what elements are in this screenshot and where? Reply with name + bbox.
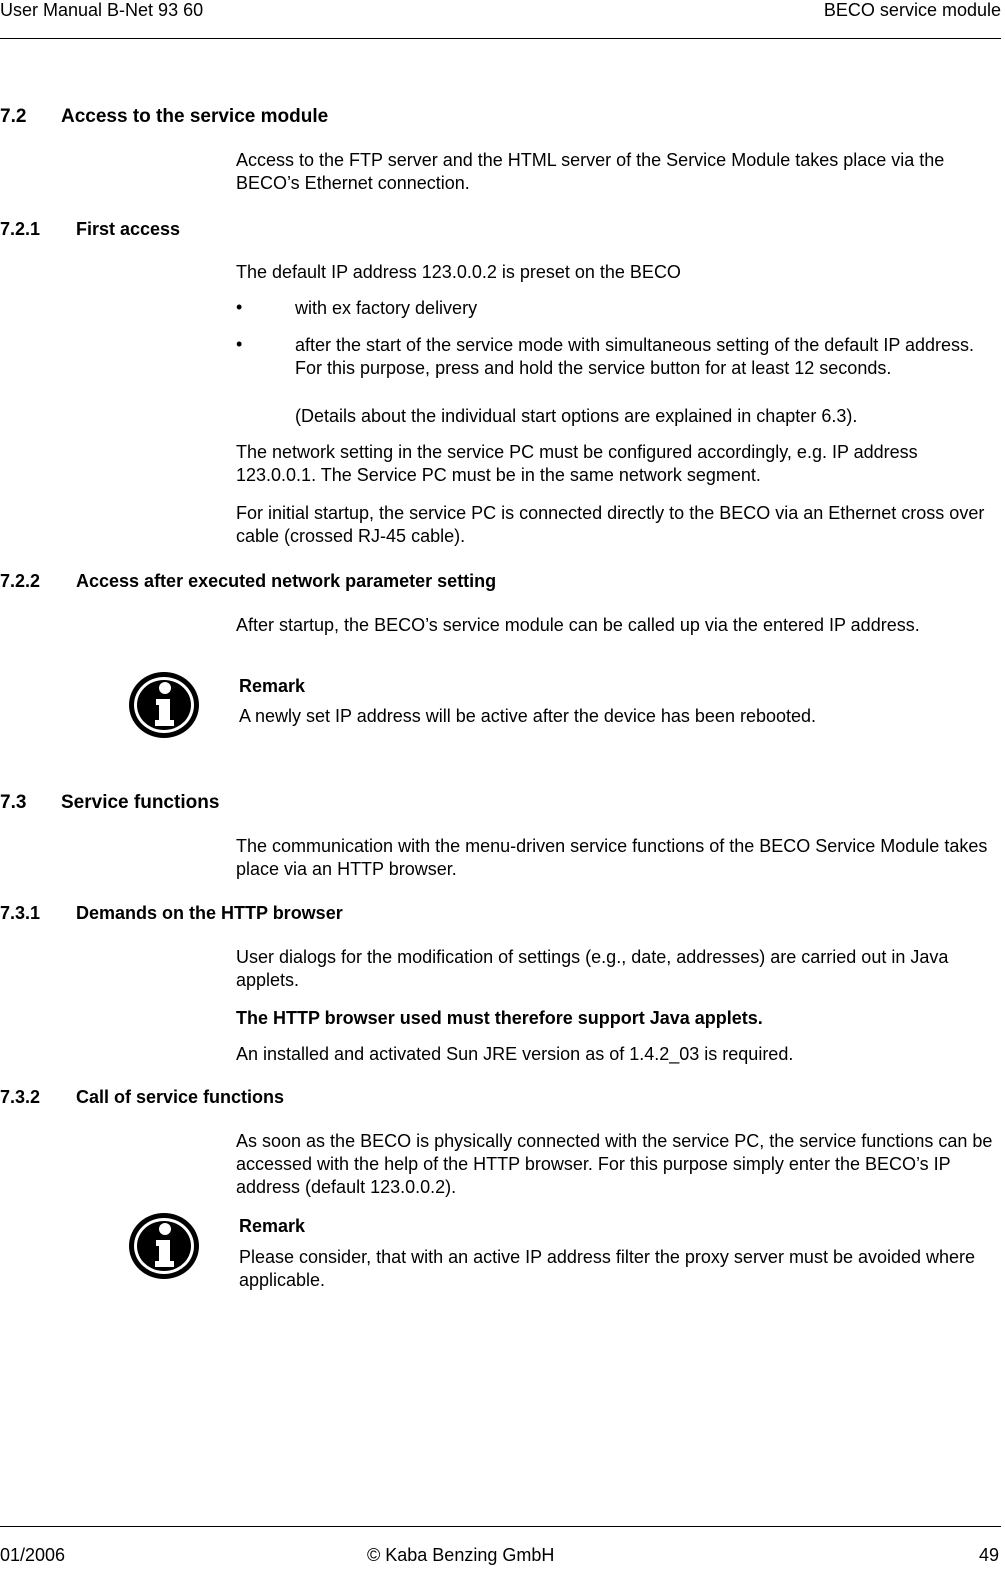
paragraph: Access to the FTP server and the HTML server of the Service Module takes place via the BECO’s Ethernet connection. xyxy=(236,150,945,193)
subsection-title: Call of service functions xyxy=(76,1087,285,1107)
subsection-title: Access after executed network parameter setting xyxy=(76,571,497,591)
paragraph: For initial startup, the service PC is connected directly to the BECO via an Ethernet cross over cable (crossed RJ-45 cable). xyxy=(236,503,985,546)
bullet-detail: (Details about the individual start options are explained in chapter 6.3). xyxy=(295,406,858,426)
section-title: Service functions xyxy=(61,792,220,813)
info-icon xyxy=(128,1212,200,1280)
remark-title: Remark xyxy=(239,1216,306,1236)
section-title: Access to the service module xyxy=(61,106,329,127)
bullet-text: after the start of the service mode with simultaneous setting of the default IP address. For this purpose, press and hold the service button for at least 12 seconds. xyxy=(295,335,975,378)
section-number: 7.2 xyxy=(0,106,27,127)
remark-title: Remark xyxy=(239,676,306,696)
subsection-number: 7.2.1 xyxy=(0,219,41,239)
info-icon xyxy=(128,671,200,739)
bullet-text: with ex factory delivery xyxy=(295,298,478,318)
bullet-marker: • xyxy=(236,334,243,354)
paragraph: As soon as the BECO is physically connected with the service PC, the service functions can be accessed with the help of the HTTP browser. For this purpose simply enter the BECO’s IP address (default 123.0.0.2). xyxy=(236,1131,993,1197)
paragraph-emphasis: The HTTP browser used must therefore support Java applets. xyxy=(236,1008,763,1028)
footer-copyright: © Kaba Benzing GmbH xyxy=(367,1545,555,1565)
page-number: 49 xyxy=(978,1545,999,1565)
paragraph: The network setting in the service PC must be configured accordingly, e.g. IP address 123.0.0.1. The Service PC must be in the same network segment. xyxy=(236,442,918,485)
bullet-marker: • xyxy=(236,297,243,317)
footer-date: 01/2006 xyxy=(0,1545,66,1565)
subsection-number: 7.3.2 xyxy=(0,1087,41,1107)
header-right: BECO service module xyxy=(823,0,1001,20)
paragraph: User dialogs for the modification of settings (e.g., date, addresses) are carried out in Java applets. xyxy=(236,947,949,990)
header-left: User Manual B-Net 93 60 xyxy=(0,0,204,20)
paragraph: An installed and activated Sun JRE version as of 1.4.2_03 is required. xyxy=(236,1044,794,1064)
remark-text: Please consider, that with an active IP address filter the proxy server must be avoided where applicable. xyxy=(239,1247,976,1290)
subsection-title: Demands on the HTTP browser xyxy=(76,903,343,923)
subsection-number: 7.2.2 xyxy=(0,571,41,591)
subsection-number: 7.3.1 xyxy=(0,903,41,923)
footer-rule xyxy=(0,1526,1001,1527)
section-number: 7.3 xyxy=(0,792,27,813)
header-rule xyxy=(0,38,1001,39)
paragraph: After startup, the BECO’s service module can be called up via the entered IP address. xyxy=(236,615,920,635)
paragraph: The communication with the menu-driven service functions of the BECO Service Module takes place via an HTTP browser. xyxy=(236,836,988,879)
subsection-title: First access xyxy=(76,219,181,239)
remark-text: A newly set IP address will be active after the device has been rebooted. xyxy=(239,706,817,726)
paragraph: The default IP address 123.0.0.2 is preset on the BECO xyxy=(236,262,681,282)
